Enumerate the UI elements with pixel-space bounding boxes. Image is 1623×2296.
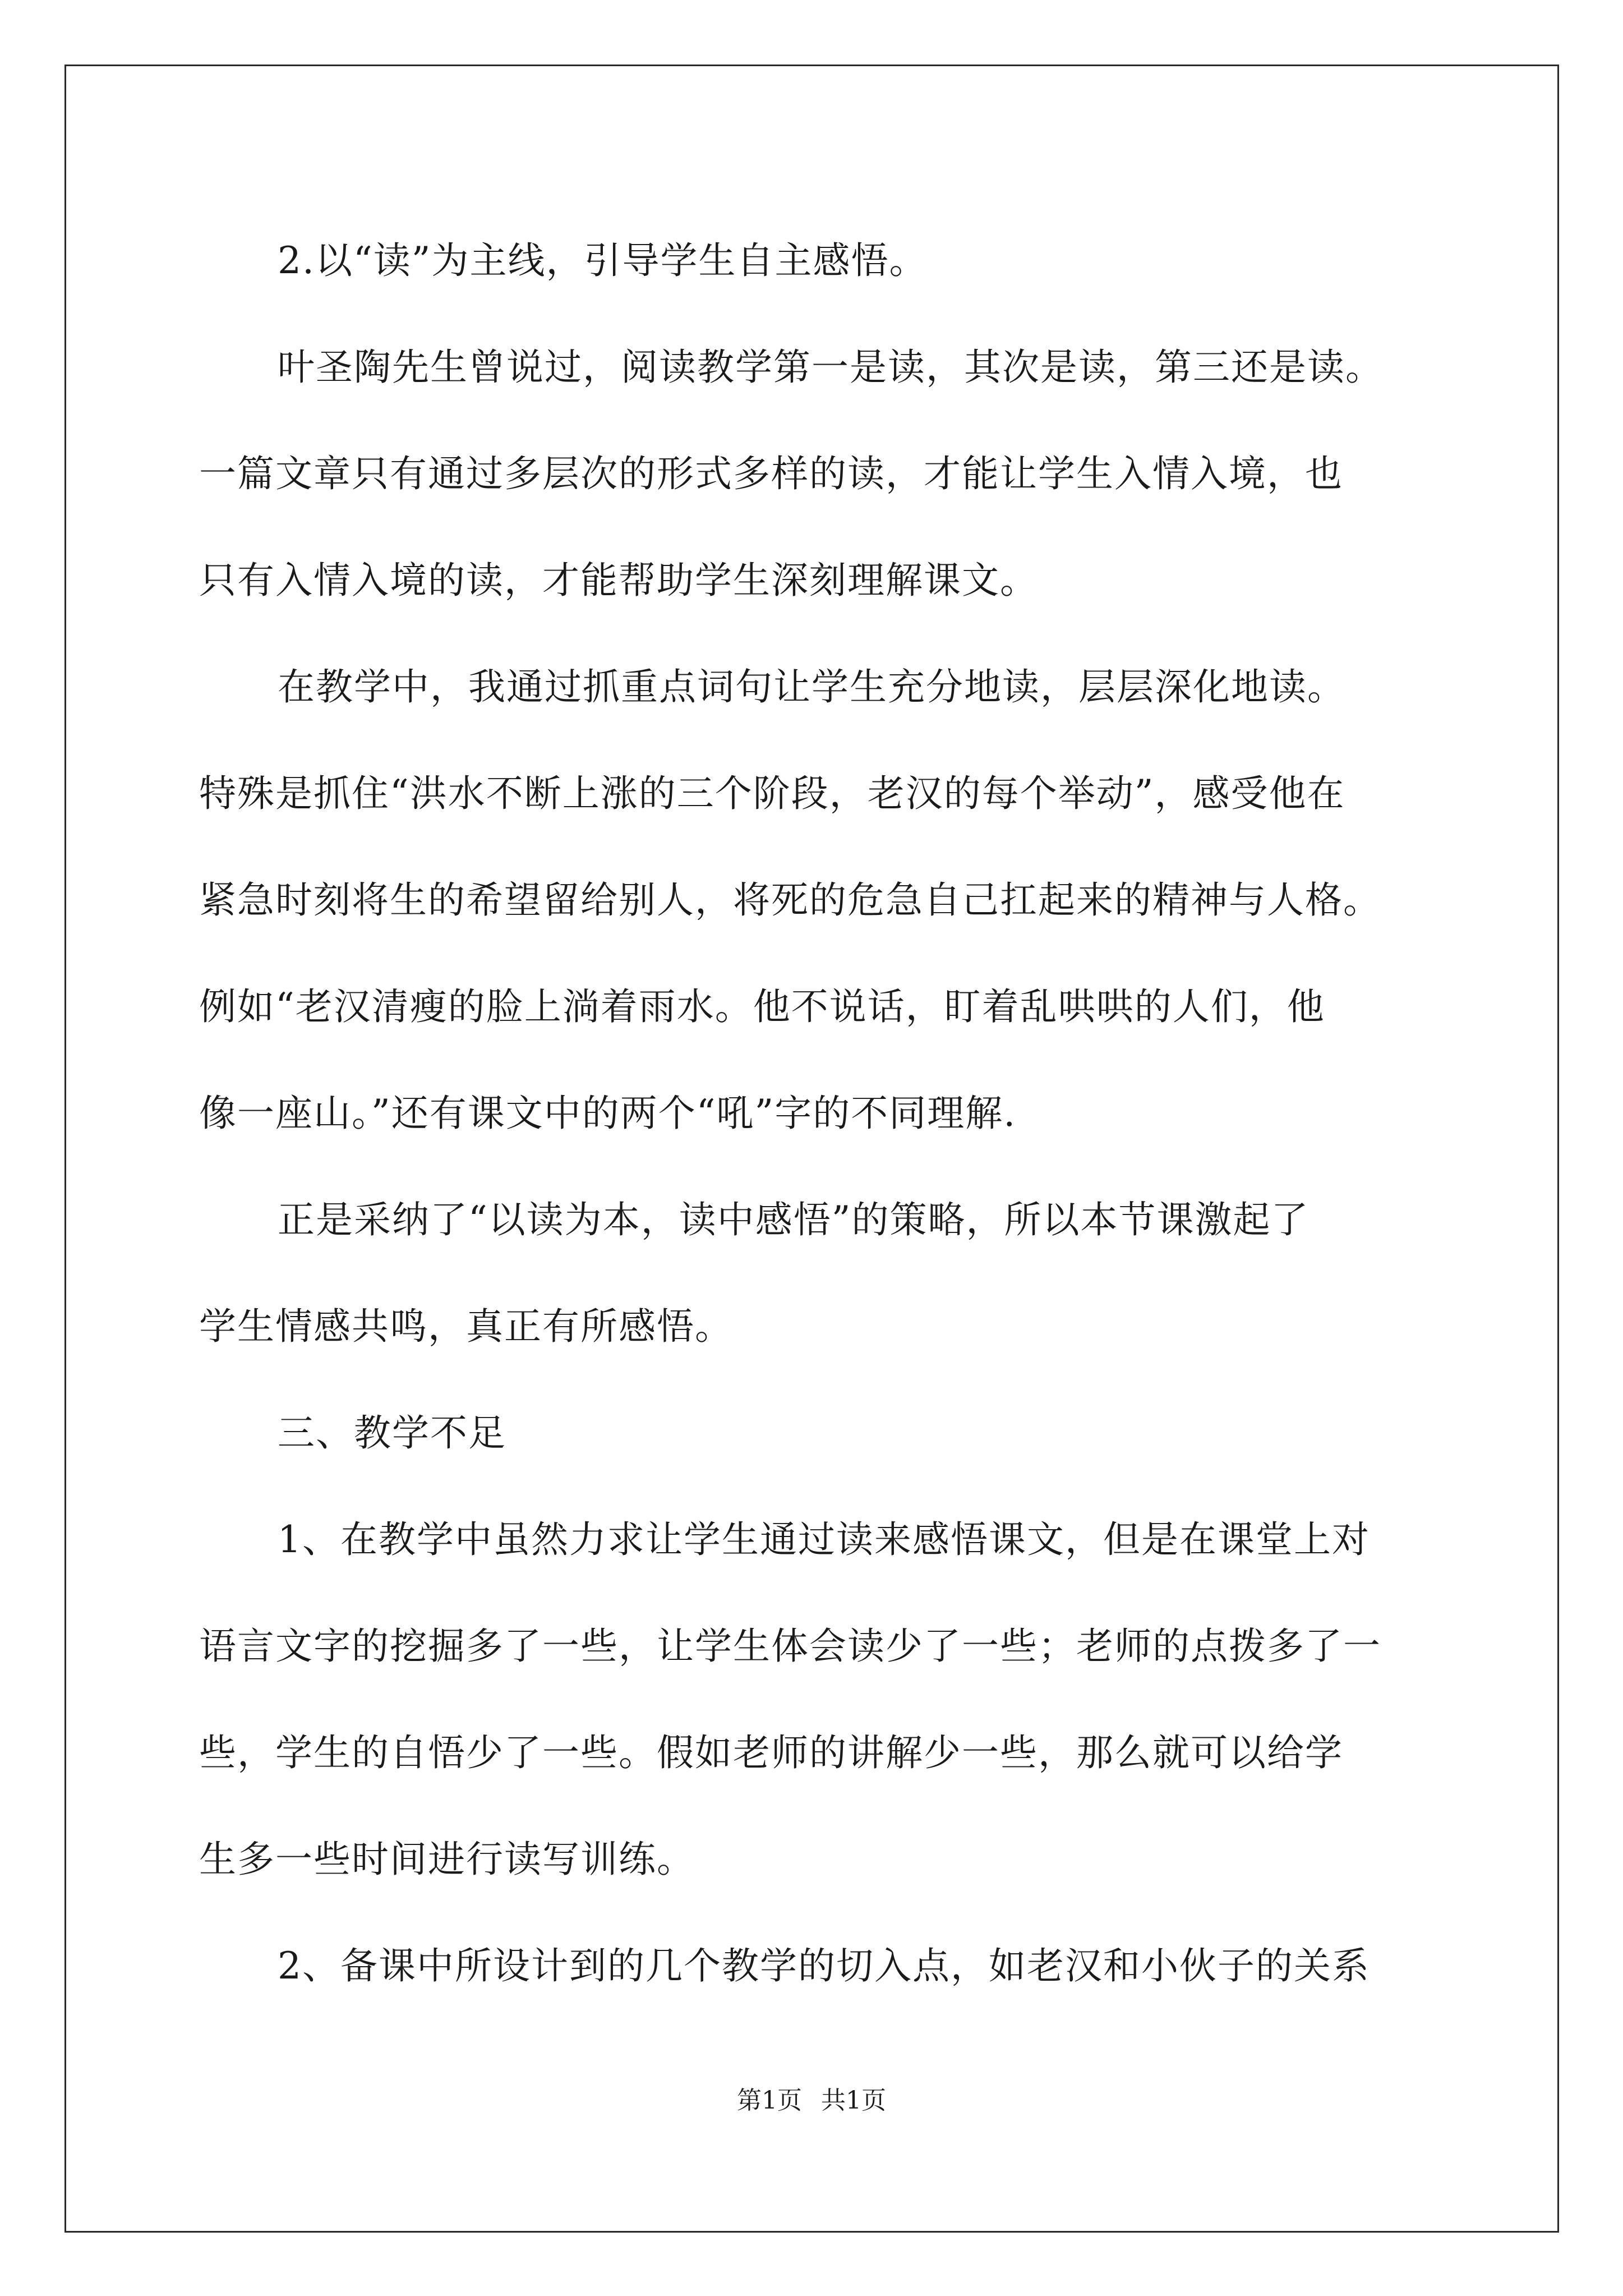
section-heading: 三、教学不足 bbox=[278, 1411, 506, 1455]
page-number-total: 共1页 bbox=[821, 2086, 886, 2115]
text-line: 像一座山。”还有课文中的两个“吼”字的不同理解. bbox=[199, 1092, 1017, 1135]
page-number-current: 第1页 bbox=[737, 2086, 802, 2115]
text-line: 些，学生的自悟少了一些。假如老师的讲解少一些，那么就可以给学 bbox=[199, 1731, 1343, 1774]
document-body bbox=[199, 208, 1427, 2019]
text-line: 叶圣陶先生曾说过，阅读教学第一是读，其次是读，第三还是读。 bbox=[278, 346, 1384, 389]
text-line: 正是采纳了“以读为本，读中感悟”的策略，所以本节课激起了 bbox=[278, 1198, 1310, 1241]
text-line: 在教学中，我通过抓重点词句让学生充分地读，层层深化地读。 bbox=[278, 665, 1345, 708]
text-line: 例如“老汉清瘦的脸上淌着雨水。他不说话，盯着乱哄哄的人们，他 bbox=[199, 985, 1325, 1028]
page-footer bbox=[0, 2084, 1623, 2118]
text-line: 学生情感共鸣，真正有所感悟。 bbox=[199, 1305, 733, 1348]
text-line: 一篇文章只有通过多层次的形式多样的读，才能让学生入情入境，也 bbox=[199, 452, 1343, 495]
text-line: 2.以“读”为主线，引导学生自主感悟。 bbox=[278, 239, 928, 282]
text-line: 特殊是抓住“洪水不断上涨的三个阶段，老汉的每个举动”，感受他在 bbox=[199, 772, 1345, 815]
text-line: 生多一些时间进行读写训练。 bbox=[199, 1838, 695, 1881]
text-line: 语言文字的挖掘多了一些，让学生体会读少了一些；老师的点拨多了一 bbox=[199, 1625, 1381, 1668]
text-line: 1、在教学中虽然力求让学生通过读来感悟课文，但是在课堂上对 bbox=[278, 1518, 1370, 1561]
text-line: 只有入情入境的读，才能帮助学生深刻理解课文。 bbox=[199, 559, 1038, 602]
text-line: 紧急时刻将生的希望留给别人，将死的危急自己扛起来的精神与人格。 bbox=[199, 878, 1381, 922]
text-line: 2、备课中所设计到的几个教学的切入点，如老汉和小伙子的关系 bbox=[278, 1944, 1370, 1987]
